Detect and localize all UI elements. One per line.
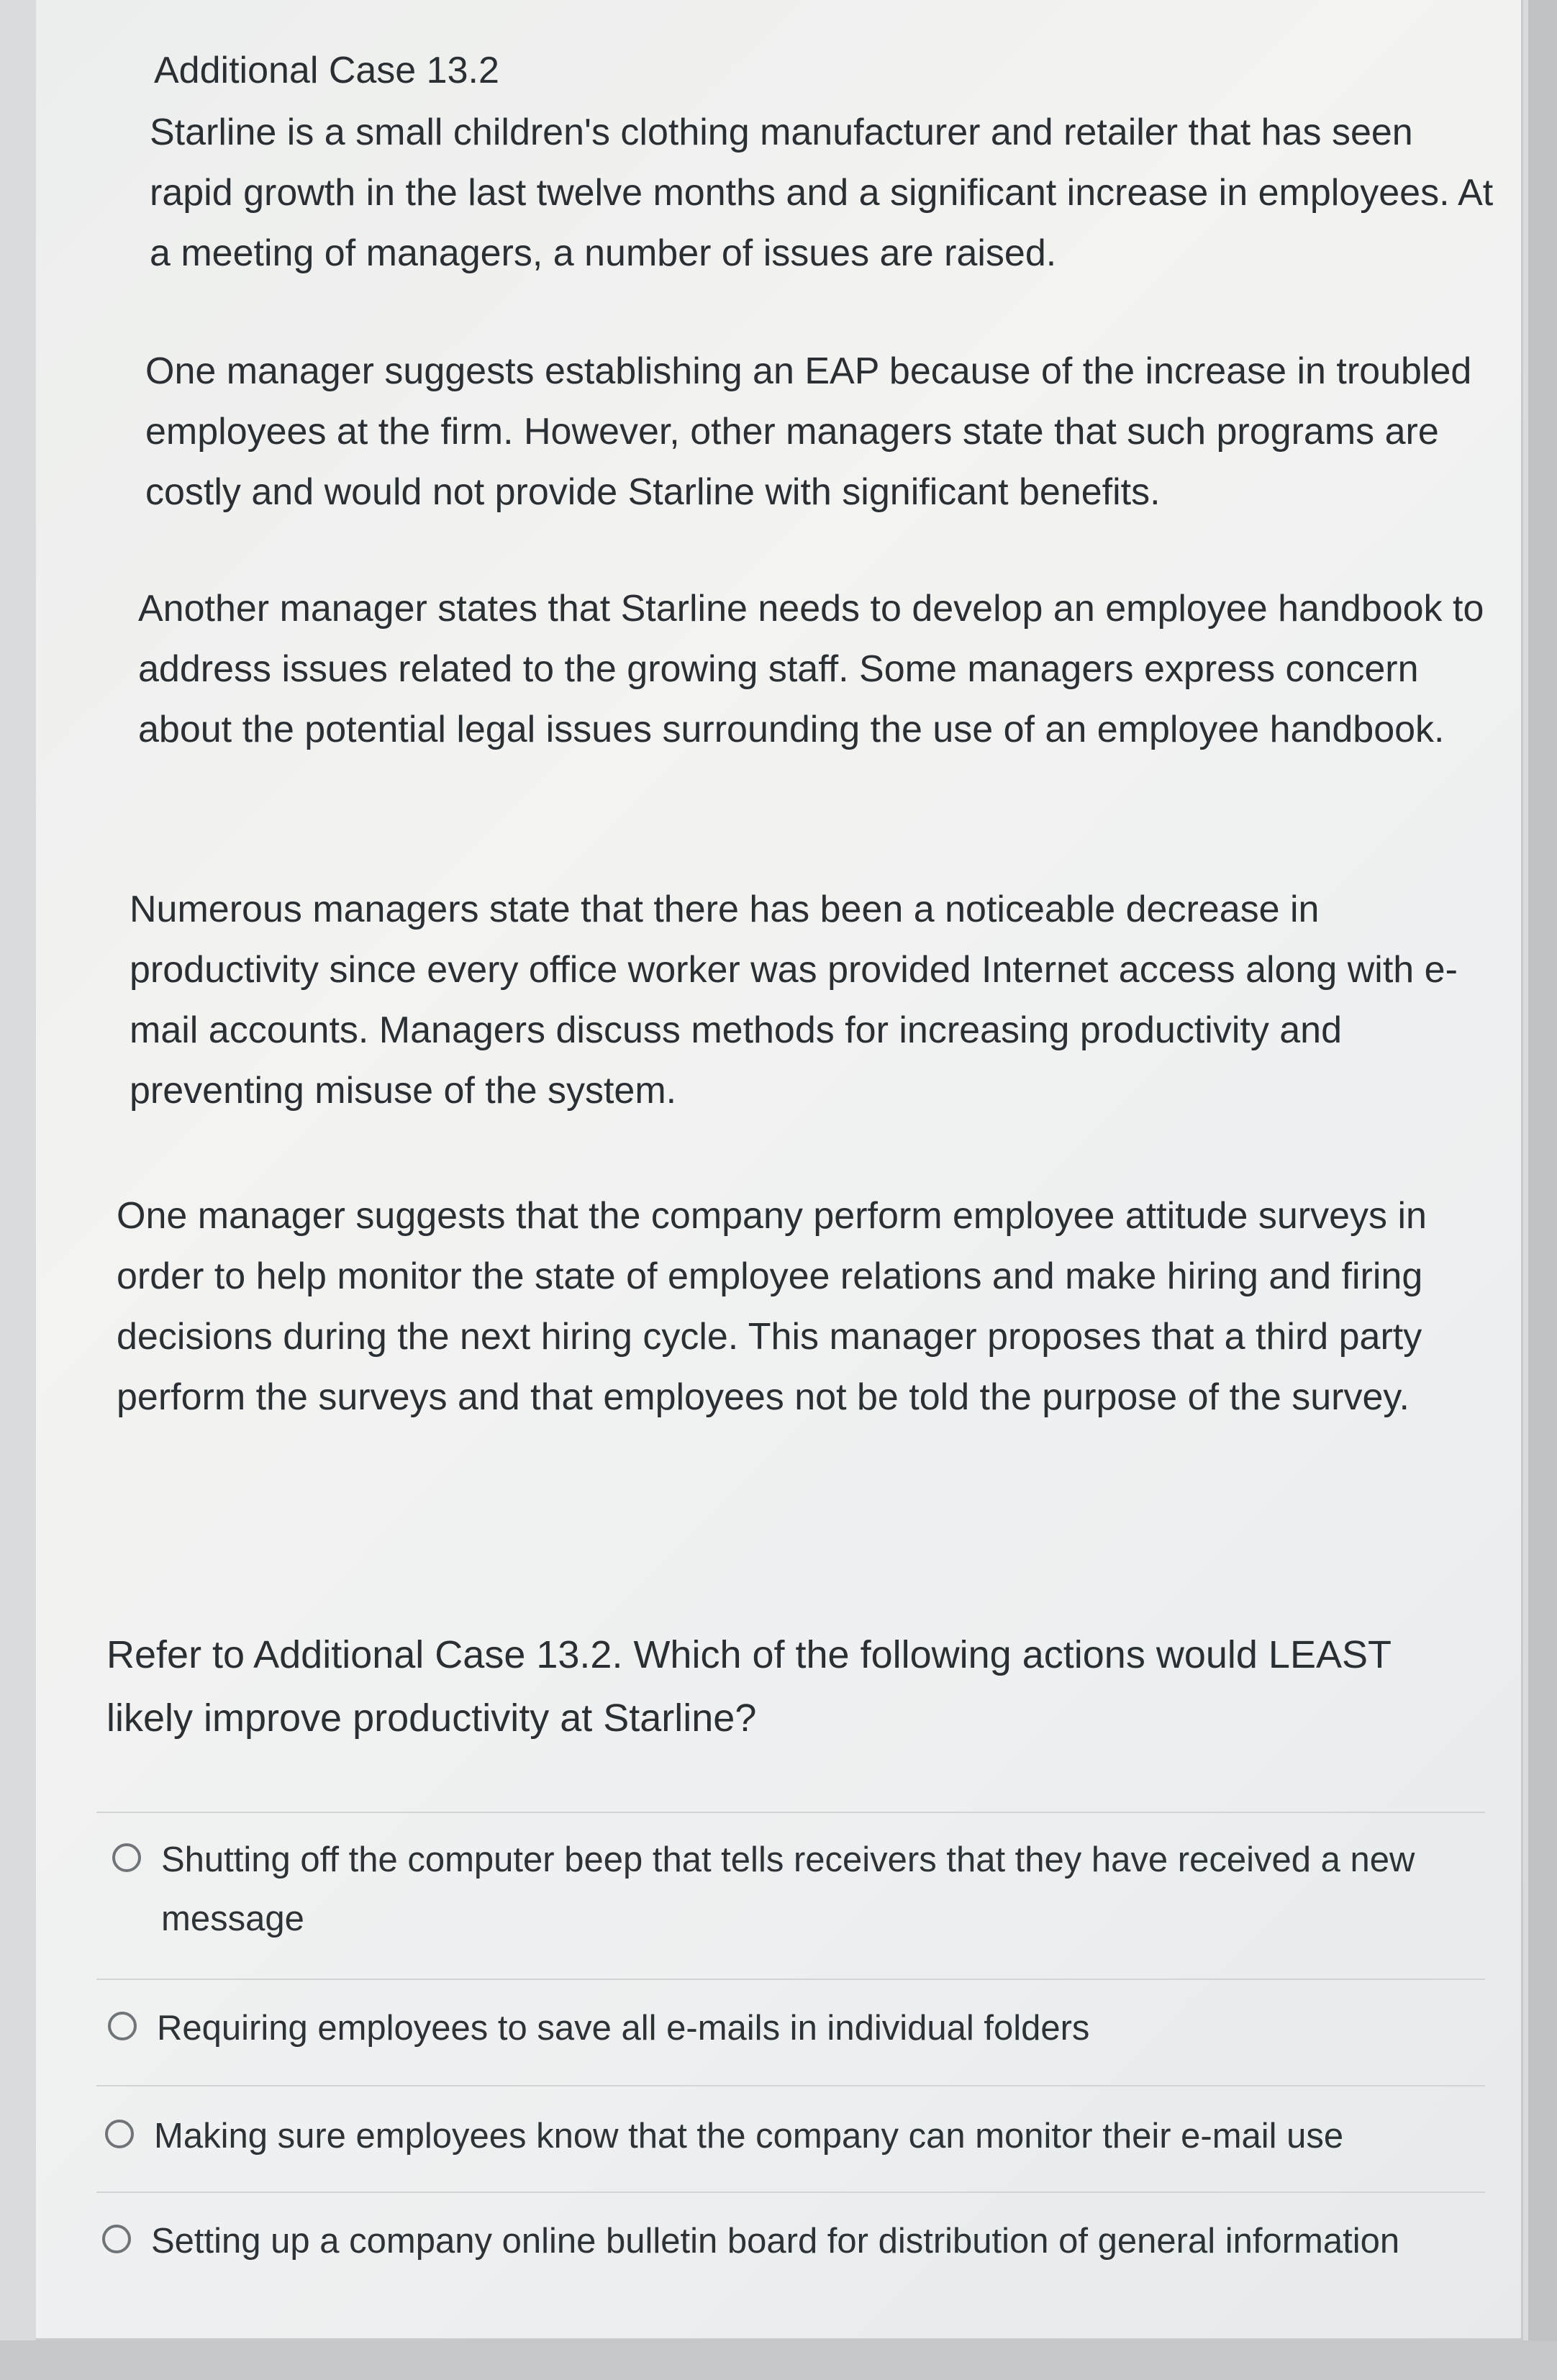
answer-option-2[interactable] xyxy=(108,1999,1475,2058)
answer-option-label[interactable]: Setting up a company online bulletin board for distribution of general information xyxy=(151,2222,1400,2261)
screen-edge-bottom xyxy=(0,2340,1557,2380)
answer-option-3[interactable] xyxy=(105,2107,1472,2166)
case-paragraph: One manager suggests establishing an EAP because of the increase in troubled employees at the firm. However, other managers state that such programs are costly and would not provide Starline with significant benefits. xyxy=(145,350,1472,513)
answer-option-label[interactable]: Requiring employees to save all e-mails in individual folders xyxy=(157,2009,1090,2048)
case-paragraph: Numerous managers state that there has been a noticeable decrease in productivity since every office worker was provided Internet access along with e-mail accounts. Managers discuss methods for increasing productivity and preventing misuse of the system. xyxy=(130,889,1458,1112)
radio-button[interactable] xyxy=(108,2012,137,2040)
answer-option-4[interactable] xyxy=(102,2212,1484,2271)
radio-button[interactable] xyxy=(105,2120,134,2148)
answer-option-1[interactable] xyxy=(112,1830,1479,1948)
radio-button[interactable] xyxy=(102,2225,131,2253)
answer-divider xyxy=(96,2085,1485,2086)
answer-divider xyxy=(96,1812,1485,1813)
answer-divider xyxy=(96,1979,1485,1980)
case-paragraph: Starline is a small children's clothing manufacturer and retailer that has seen rapid growth in the last twelve months and a significant increase in employees. At a meeting of managers, a number of issues are raised. xyxy=(150,112,1494,274)
question-text: Refer to Additional Case 13.2. Which of the following actions would LEAST likely improve productivity at Starline? xyxy=(106,1633,1392,1740)
answer-option-label[interactable]: Making sure employees know that the company can monitor their e-mail use xyxy=(154,2117,1344,2156)
case-paragraph: One manager suggests that the company perform employee attitude surveys in order to help monitor the state of employee relations and make hiring and firing decisions during the next hiring cycle. This manager proposes that a third party perform the surveys and that employees not be told the purpose of the survey. xyxy=(117,1195,1427,1418)
screen-edge-right xyxy=(1528,0,1557,2380)
radio-button[interactable] xyxy=(112,1843,141,1872)
answer-divider xyxy=(96,2191,1485,2193)
case-paragraph: Another manager states that Starline needs to develop an employee handbook to address issues related to the growing staff. Some managers express concern about the potential legal issues surrounding the use of an employee handbook. xyxy=(138,588,1484,750)
answer-option-label[interactable]: Shutting off the computer beep that tells receivers that they have received a new message xyxy=(161,1840,1415,1938)
case-title: Additional Case 13.2 xyxy=(154,50,499,91)
